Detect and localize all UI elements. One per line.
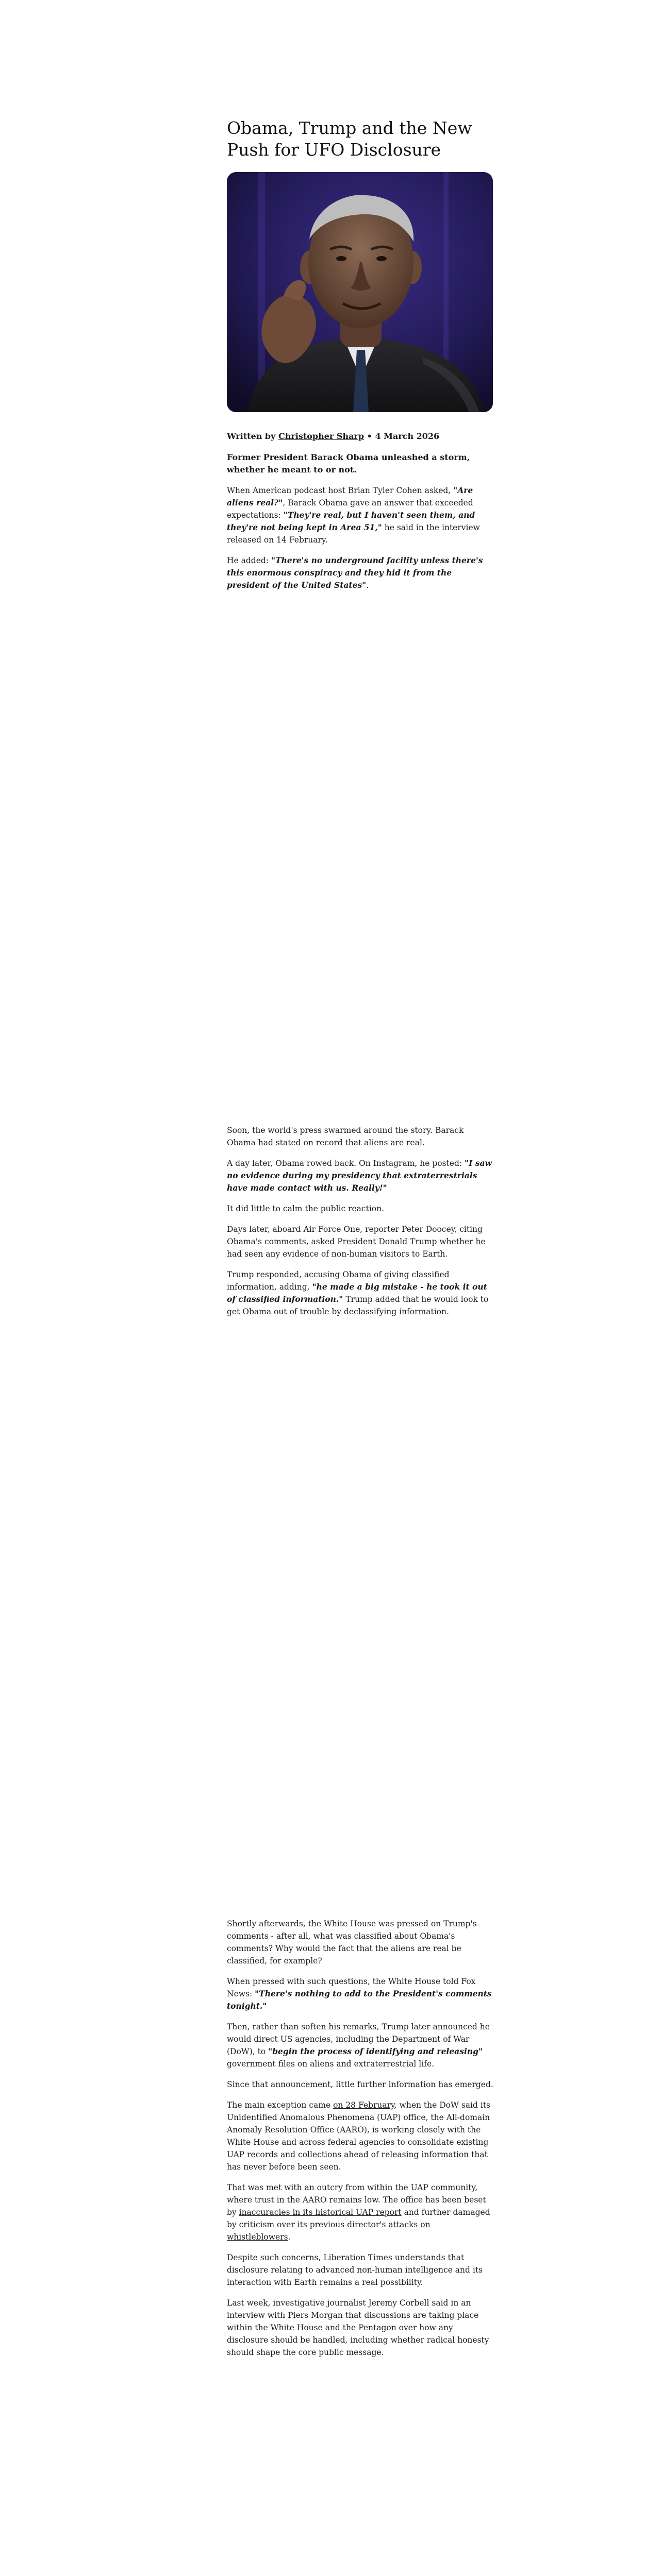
paragraph: A day later, Obama rowed back. On Instagram, he posted: "I saw no evidence during my presidency that extraterrestrials have made contact with us. Really!" [227, 1158, 492, 1193]
article-section-3 [227, 1918, 495, 2367]
embedded-media-placeholder [227, 649, 495, 1123]
paragraph: Then, rather than soften his remarks, Trump later announced he would direct US agencies, including the Department of War (DoW), to "begin the process of identifying and releasing" government files on aliens and extraterrestrial life. [227, 2022, 490, 2069]
paragraph: Since that announcement, little further information has emerged. [227, 2080, 493, 2089]
quote-inline: "I saw no evidence during my presidency that extraterrestrials have made contact with us. Really!" [227, 1158, 492, 1193]
article-section-1 [227, 451, 495, 600]
paragraph: Trump responded, accusing Obama of giving classified information, adding, "he made a big mistake - he took it out of classified information." Trump added that he would look to get Obama out of trouble by declassifying information. [227, 1270, 489, 1316]
paragraph: When pressed with such questions, the White House told Fox News: "There's nothing to add to the President's comments tonight." [227, 1977, 492, 2011]
paragraph: That was met with an outcry from within the UAP community, where trust in the AARO remains low. The office has been beset by inaccuracies in its historical UAP report and further damaged by criticism over its previous director's attacks on whistleblowers. [227, 2183, 490, 2242]
paragraph: Shortly afterwards, the White House was pressed on Trump's comments - after all, what was classified about Obama's comments? Why would the fact that the aliens are real be classified, for example? [227, 1919, 477, 1965]
embedded-media-placeholder [227, 1422, 495, 1917]
publish-date: 4 March 2026 [375, 431, 440, 441]
paragraph: Last week, investigative journalist Jeremy Corbell said in an interview with Piers Morgan that discussions are taking place within the White House and the Pentagon over how any disclosure should be handled, including whether radical honesty should shape the core public message. [227, 2298, 489, 2357]
paragraph: When American podcast host Brian Tyler Cohen asked, "Are aliens real?", Barack Obama gave an answer that exceeded expectations: "They're real, but I haven't seen them, and they're not being kept in Area 51," he said in the interview released on 14 February. [227, 485, 480, 545]
quote-inline: "Are aliens real?" [227, 485, 473, 507]
paragraph: He added: "There's no underground facility unless there's this enormous conspiracy and they hid it from the president of the United States". [227, 555, 483, 590]
byline-separator: • [364, 431, 375, 441]
byline [227, 431, 439, 442]
paragraph: Soon, the world's press swarmed around the story. Barack Obama had stated on record that aliens are real. [227, 1126, 464, 1147]
article-section-2 [227, 1124, 495, 1326]
quote-inline: "begin the process of identifying and releasing" [268, 2046, 483, 2056]
paragraph: Days later, aboard Air Force One, reporter Peter Doocey, citing Obama's comments, asked President Donald Trump whether he had seen any evidence of non-human visitors to Earth. [227, 1225, 486, 1259]
link-28-february[interactable]: on 28 February [333, 2100, 394, 2110]
link-whistleblowers[interactable]: attacks on whistleblowers [227, 2220, 431, 2242]
embedded-media-placeholder [227, 2427, 495, 2576]
paragraph: The main exception came on 28 February, when the DoW said its Unidentified Anomalous Phenomena (UAP) office, the All-domain Anomaly Resolution Office (AARO), is working closely with the White House and across federal agencies to consolidate existing UAP records and collections ahead of releasing information that has never before been seen. [227, 2100, 490, 2172]
paragraph: Despite such concerns, Liberation Times understands that disclosure relating to advanced non-human intelligence and its interaction with Earth remains a real possibility. [227, 2253, 483, 2287]
quote-inline: "There's no underground facility unless there's this enormous conspiracy and they hid it from the president of the United States" [227, 555, 483, 590]
quote-inline: "There's nothing to add to the President's comments tonight." [227, 1989, 492, 2011]
quote-inline: "They're real, but I haven't seen them, and they're not being kept in Area 51," [227, 510, 475, 532]
lead-paragraph: Former President Barack Obama unleashed a storm, whether he meant to or not. [227, 452, 470, 474]
article-title: Obama, Trump and the New Push for UFO Disclosure [227, 118, 472, 160]
link-historical-report[interactable]: inaccuracies in its historical UAP report [239, 2208, 402, 2217]
paragraph: It did little to calm the public reaction. [227, 1204, 385, 1213]
byline-prefix: Written by [227, 431, 276, 441]
quote-inline: "he made a big mistake - he took it out of classified information." [227, 1282, 487, 1304]
hero-image [227, 172, 493, 412]
author-link[interactable]: Christopher Sharp [278, 431, 365, 441]
